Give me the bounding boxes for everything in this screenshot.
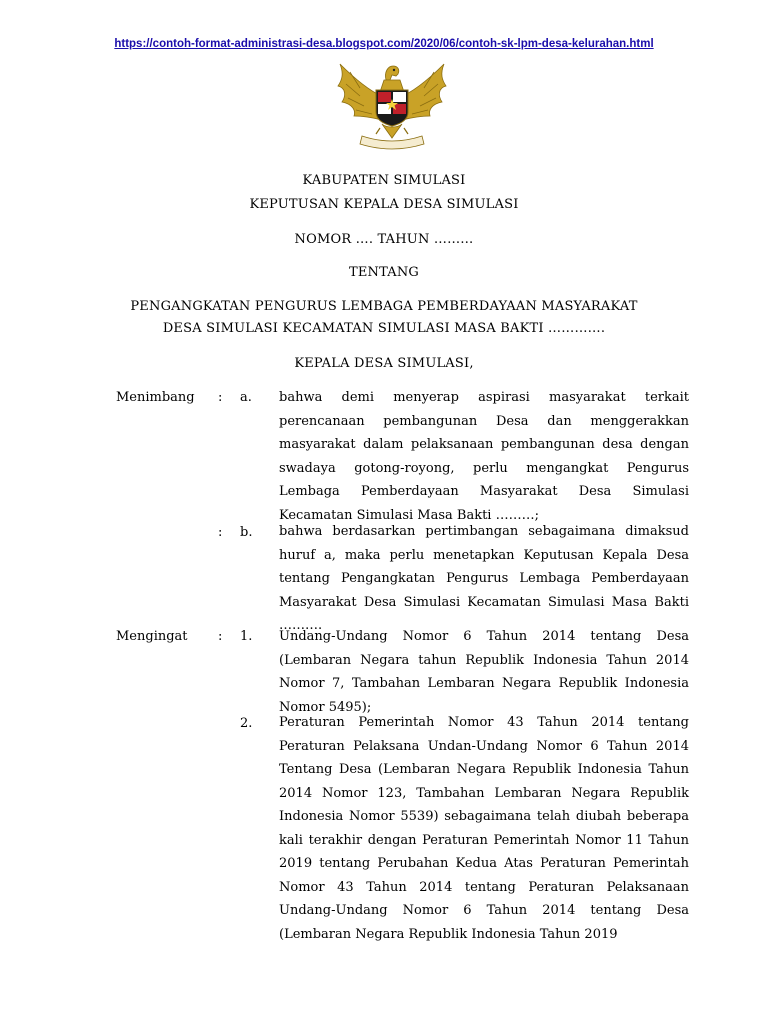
- about-heading: TENTANG: [348, 265, 420, 280]
- subject-line-2: DESA SIMULASI KECAMATAN SIMULASI MASA BAKTI ………….: [162, 321, 606, 336]
- mengingat-marker-1: 1.: [240, 629, 253, 644]
- regency-heading: KABUPATEN SIMULASI: [302, 173, 466, 188]
- mengingat-marker-2: 2.: [240, 716, 253, 731]
- menimbang-colon: :: [218, 390, 223, 405]
- menimbang-label: Menimbang: [116, 390, 195, 405]
- menimbang-marker-a: a.: [240, 390, 252, 405]
- issuer-heading: KEPALA DESA SIMULASI,: [294, 356, 474, 371]
- mengingat-item-1: Undang-Undang Nomor 6 Tahun 2014 tentang Desa (Lembaran Negara tahun Republik Indonesia Tahun 2014 Nomor 7, Tambahan Lembaran Negara Republik Indonesia Nomor 5495);: [279, 629, 689, 715]
- mengingat-label: Mengingat: [116, 629, 188, 644]
- menimbang-marker-b: b.: [240, 525, 253, 540]
- source-link[interactable]: https://contoh-format-administrasi-desa.blogspot.com/2020/06/contoh-sk-lpm-desa-kelurahan.html: [114, 38, 654, 50]
- decree-title: KEPUTUSAN KEPALA DESA SIMULASI: [249, 197, 519, 212]
- menimbang-item-b: bahwa berdasarkan pertimbangan sebagaimana dimaksud huruf a, maka perlu menetapkan Keputusan Kepala Desa tentang Pengangkatan Pengurus Lembaga Pemberdayaan Masyarakat Desa Simulasi Kecamatan Simulasi Masa Bakti ……….: [279, 524, 689, 633]
- menimbang-item-a: bahwa demi menyerap aspirasi masyarakat terkait perencanaan pembangunan Desa dan menggerakkan masyarakat dalam pelaksanaan pembangunan desa dengan swadaya gotong-royong, perlu mengangkat Pengurus Lembaga Pemberdayaan Masyarakat Desa Simulasi Kecamatan Simulasi Masa Bakti ………;: [279, 390, 689, 523]
- menimbang-colon-b: :: [218, 525, 223, 540]
- garuda-pancasila-emblem: [330, 58, 454, 152]
- subject-line-1: PENGANGKATAN PENGURUS LEMBAGA PEMBERDAYAAN MASYARAKAT: [130, 299, 638, 314]
- mengingat-item-2: Peraturan Pemerintah Nomor 43 Tahun 2014 tentang Peraturan Pelaksana Undan-Undang Nomor 6 Tahun 2014 Tentang Desa (Lembaran Negara Republik Indonesia Tahun 2014 Nomor 123, Tambahan Lembaran Negara Republik Indonesia Nomor 5539) sebagaimana telah diubah beberapa kali terakhir dengan Peraturan Pemerintah Nomor 11 Tahun 2019 tentang Perubahan Kedua Atas Peraturan Pemerintah Nomor 43 Tahun 2014 tentang Peraturan Pelaksanaan Undang-Undang Nomor 6 Tahun 2014 tentang Desa (Lembaran Negara Republik Indonesia Tahun 2019: [279, 715, 689, 942]
- mengingat-colon: :: [218, 629, 223, 644]
- garuda-emblem-icon: [330, 58, 454, 152]
- decree-number: NOMOR …. TAHUN ………: [294, 232, 474, 247]
